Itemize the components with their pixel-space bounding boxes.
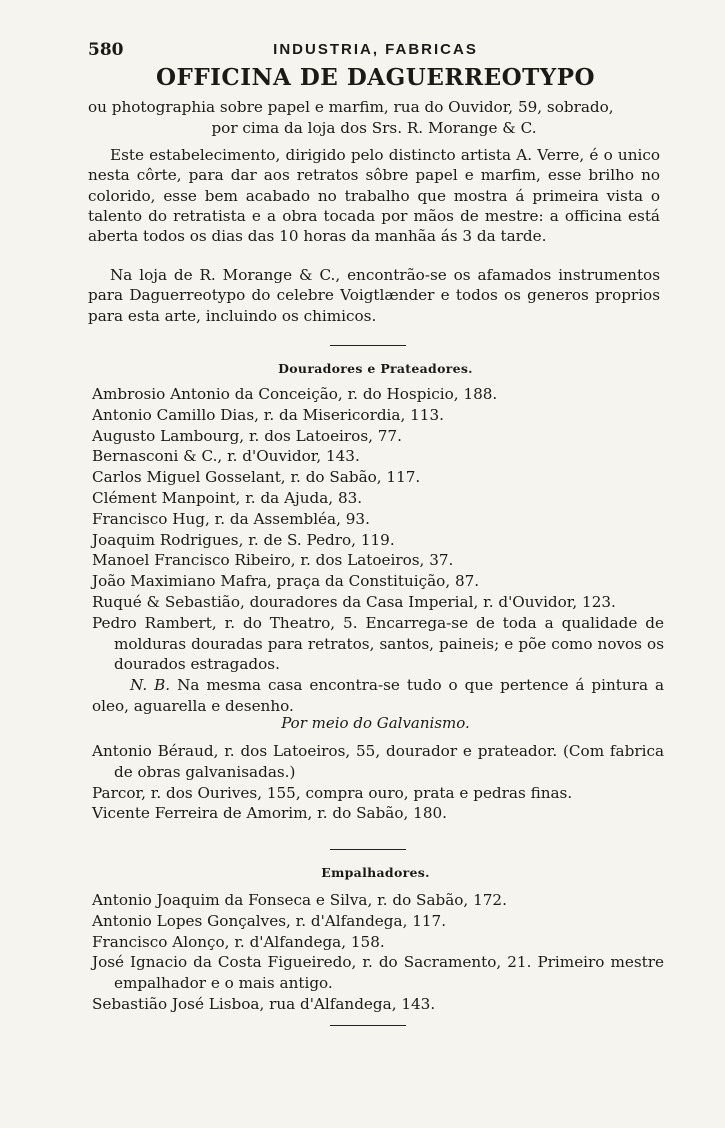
section-divider [330,849,406,850]
douradores-list [92,384,664,717]
list-item: Bernasconi & C., r. d'Ouvidor, 143. [92,447,360,466]
list-item: João Maximiano Mafra, praça da Constituição, 87. [92,572,480,591]
officina-paragraph-1: Este estabelecimento, dirigido pelo distincto artista A. Verre, é o unico nesta côrte, para dar aos retratos sôbre papel e marfim, esse brilho no colorido, esse bem acabado no trabalho que mostra á primeira vista o talento do retratista e a obra tocada por mãos de mestre: a officina está aberta todos os dias das 10 horas da manhãa ás 3 da tarde. [88,146,660,246]
list-item: Pedro Rambert, r. do Theatro, 5. Encarrega-se de toda a qualidade de molduras douradas para retratos, santos, paineis; e põe como novos os dourados estragados. [92,613,664,674]
list-item: Ambrosio Antonio da Conceição, r. do Hospicio, 188. [92,385,498,403]
list-item: Antonio Camillo Dias, r. da Misericordia, 113. [92,405,444,424]
list-item: Vicente Ferreira de Amorim, r. do Sabão, 180. [92,804,447,823]
nota-bene-label: N. B. [130,676,171,695]
galvanismo-heading: Por meio do Galvanismo. [281,714,470,732]
douradores-heading: Douradores e Prateadores. [278,361,473,376]
officina-title: OFFICINA DE DAGUERREOTYPO [155,64,596,91]
list-item: Sebastião José Lisboa, rua d'Alfandega, 143. [92,994,436,1013]
list-item: Parcor, r. dos Ourives, 155, compra ouro, prata e pedras finas. [92,783,573,802]
officina-paragraph-2: Na loja de R. Morange & C., encontrão-se os afamados instrumentos para Daguerreotypo do celebre Voigtlænder e todos os generos proprios para esta arte, incluindo os chimicos. [88,266,660,325]
officina-subtitle-line2: por cima da loja dos Srs. R. Morange & C. [211,119,537,137]
list-item: José Ignacio da Costa Figueiredo, r. do Sacramento, 21. Primeiro mestre empalhador e o mais antigo. [92,953,664,993]
officina-subtitle-line1: ou photographia sobre papel e marfim, rua do Ouvidor, 59, sobrado, [88,98,614,116]
list-item: Francisco Alonço, r. d'Alfandega, 158. [92,932,385,951]
page-number: 580 [88,40,124,60]
list-item: Francisco Hug, r. da Assembléa, 93. [92,509,370,528]
section-divider [330,345,406,346]
page-header [88,40,663,62]
empalhadores-list [92,890,664,1015]
empalhadores-heading: Empalhadores. [321,865,430,880]
list-item: Ruqué & Sebastião, douradores da Casa Imperial, r. d'Ouvidor, 123. [92,592,616,611]
list-item: Antonio Lopes Gonçalves, r. d'Alfandega, 117. [92,911,447,930]
list-item: Antonio Béraud, r. dos Latoeiros, 55, dourador e prateador. (Com fabrica de obras galvanisadas.) [92,742,664,781]
list-item: Joaquim Rodrigues, r. de S. Pedro, 119. [92,530,395,549]
list-item: Augusto Lambourg, r. dos Latoeiros, 77. [92,426,402,445]
list-item: Manoel Francisco Ribeiro, r. dos Latoeiros, 37. [92,551,454,570]
list-item: Carlos Miguel Gosselant, r. do Sabão, 117. [92,468,421,487]
list-item: Antonio Joaquim da Fonseca e Silva, r. do Sabão, 172. [92,891,507,909]
nota-bene [92,675,664,717]
nota-bene-text: Na mesma casa encontra-se tudo o que pertence á pintura a oleo, aguarella e desenho. [92,676,665,715]
galvanismo-list [92,741,664,824]
running-title: INDUSTRIA, FABRICAS [273,41,478,58]
list-item: Clément Manpoint, r. da Ajuda, 83. [92,488,363,507]
section-divider [330,1025,406,1026]
